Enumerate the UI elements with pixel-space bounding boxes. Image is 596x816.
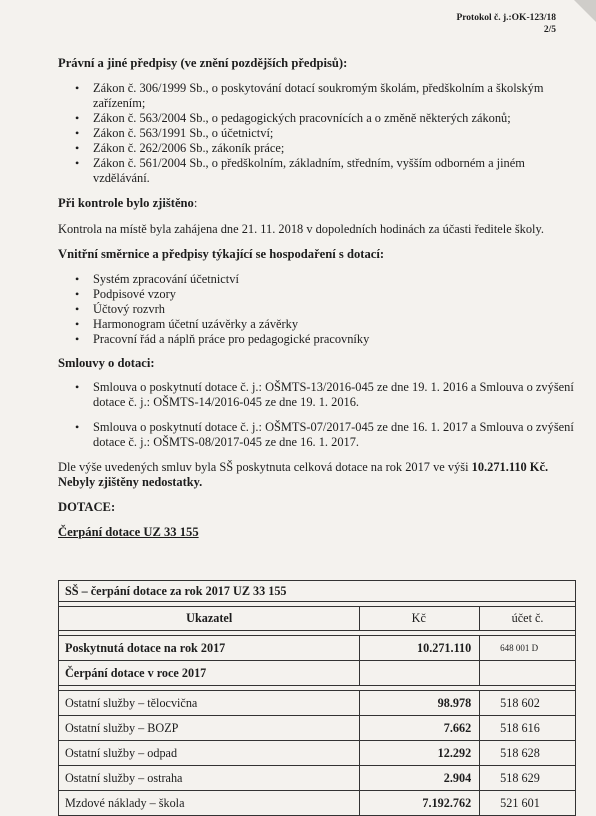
row-label: Mzdové náklady – škola (59, 791, 360, 816)
header-account: účet č. (480, 607, 576, 631)
table-title: SŠ – čerpání dotace za rok 2017 UZ 33 155 (59, 581, 576, 602)
table-row (59, 791, 576, 816)
page-corner-fold (574, 0, 596, 22)
provided-label: Poskytnutá dotace na rok 2017 (59, 636, 360, 661)
provided-account: 648 001 D (480, 636, 576, 661)
laws-heading: Právní a jiné předpisy (ve znění pozdějších předpisů): (58, 56, 348, 70)
row-label: Ostatní služby – ostraha (59, 766, 360, 791)
list-item: • Zákon č. 563/1991 Sb., o účetnictví; (58, 126, 576, 141)
page-number: 2/5 (543, 25, 556, 35)
table-row (59, 741, 576, 766)
list-item: • Smlouva o poskytnutí dotace č. j.: OŠMTS-07/2017-045 ze dne 16. 1. 2017 a Smlouva o zvýšení dotace č. j.: OŠMTS-08/2017-045 ze dne 16. 1. 2017. (58, 420, 576, 450)
findings-heading (58, 196, 576, 211)
dotace-heading: DOTACE: (58, 500, 116, 514)
row-account: 518 629 (480, 766, 576, 791)
rules-heading: Vnitřní směrnice a předpisy týkající se hospodaření s dotací: (58, 247, 385, 261)
list-item: • Smlouva o poskytnutí dotace č. j.: OŠMTS-13/2016-045 ze dne 19. 1. 2016 a Smlouva o zvýšení dotace č. j.: OŠMTS-14/2016-045 ze dne 19. 1. 2016. (58, 380, 576, 410)
row-amount: 2.904 (360, 766, 480, 791)
cerpani-heading: Čerpání dotace UZ 33 155 (58, 525, 199, 539)
summary-paragraph (58, 460, 576, 490)
row-amount: 12.292 (360, 741, 480, 766)
list-item: • Zákon č. 306/1999 Sb., o poskytování dotací soukromým školám, předškolním a školským zařízením; (58, 81, 576, 111)
list-item: • Harmonogram účetní uzávěrky a závěrky (58, 317, 576, 332)
table-row (59, 766, 576, 791)
table-row (59, 661, 576, 686)
row-account: 518 628 (480, 741, 576, 766)
row-account: 521 601 (480, 791, 576, 816)
list-item: • Zákon č. 561/2004 Sb., o předškolním, základním, středním, vyšším odborném a jiném vzdělávání. (58, 156, 576, 186)
list-item: • Systém zpracování účetnictví (58, 272, 576, 287)
row-amount: 7.192.762 (360, 791, 480, 816)
header-ukazatel: Ukazatel (59, 607, 360, 631)
list-item: • Pracovní řád a náplň práce pro pedagogické pracovníky (58, 332, 576, 347)
list-item: • Zákon č. 563/2004 Sb., o pedagogických pracovnících a o změně některých zákonů; (58, 111, 576, 126)
document-body (58, 56, 576, 540)
row-account: 518 602 (480, 691, 576, 716)
summary-conclusion: Nebyly zjištěny nedostatky. (58, 475, 203, 489)
rules-list (58, 272, 576, 347)
row-label: Ostatní služby – BOZP (59, 716, 360, 741)
contracts-heading: Smlouvy o dotaci: (58, 356, 155, 370)
findings-heading-colon: : (193, 196, 198, 210)
contracts-list (58, 380, 576, 450)
laws-list (58, 81, 576, 186)
row-amount: 98.978 (360, 691, 480, 716)
row-account: 518 616 (480, 716, 576, 741)
table-row (59, 716, 576, 741)
table-header-row (59, 607, 576, 631)
provided-amount: 10.271.110 (360, 636, 480, 661)
row-label: Ostatní služby – odpad (59, 741, 360, 766)
summary-text: Dle výše uvedených smluv byla SŠ poskytnuta celková dotace na rok 2017 ve výši (58, 460, 472, 474)
list-item: • Podpisové vzory (58, 287, 576, 302)
grant-usage-table (58, 580, 576, 816)
protocol-number: Protokol č. j.:OK-123/18 (456, 13, 556, 23)
empty-cell (480, 661, 576, 686)
empty-cell (360, 661, 480, 686)
findings-heading-text: Při kontrole bylo zjištěno (58, 196, 194, 210)
header-kc: Kč (360, 607, 480, 631)
list-item: • Zákon č. 262/2006 Sb., zákoník práce; (58, 141, 576, 156)
summary-amount: 10.271.110 Kč. (471, 460, 549, 474)
table-row (59, 636, 576, 661)
findings-text: Kontrola na místě byla zahájena dne 21. 11. 2018 v dopoledních hodinách za účasti ředitele školy. (58, 222, 544, 236)
list-item: • Účtový rozvrh (58, 302, 576, 317)
row-amount: 7.662 (360, 716, 480, 741)
table-row (59, 691, 576, 716)
usage-label: Čerpání dotace v roce 2017 (59, 661, 360, 686)
row-label: Ostatní služby – tělocvična (59, 691, 360, 716)
page-header (456, 12, 556, 36)
